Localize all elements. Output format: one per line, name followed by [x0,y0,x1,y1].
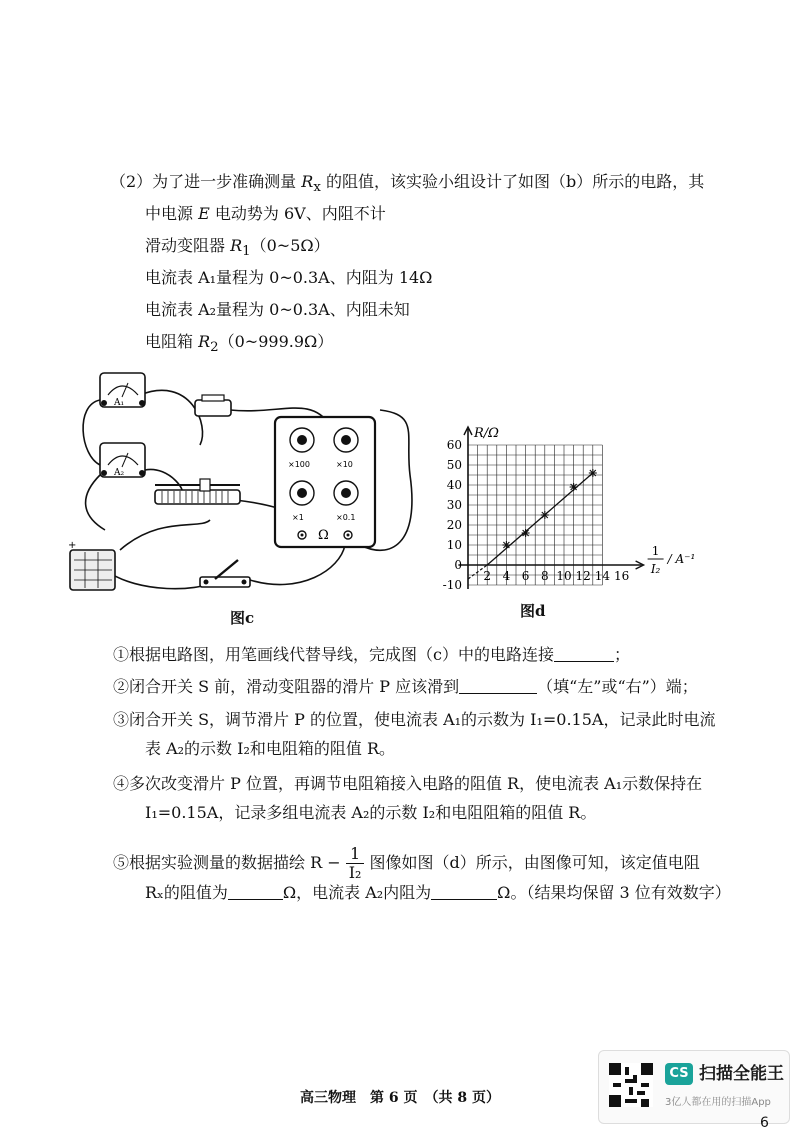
wire [140,390,203,445]
cs-logo: CS [665,1063,693,1085]
qr-code-icon [609,1063,653,1107]
brand-name: 扫描全能王 [699,1064,784,1084]
omega-label: Ω [318,528,329,543]
answer-blank-1[interactable] [554,645,614,662]
knob-label-0.1: ×0.1 [336,513,356,522]
question-line-4: 电流表 A₁量程为 0~0.3A、内阻为 14Ω [145,268,433,287]
item-3b: 表 A₂的示数 I₂和电阻箱的阻值 R。 [145,739,396,758]
fraction-inverse-i2 [346,845,365,882]
text: （2）为了进一步准确测量 [110,172,302,191]
text: 图像如图（d）所示，由图像可知，该定值电阻 [364,853,700,872]
knob-label-1: ×1 [292,513,304,522]
item-4b: I₁=0.15A，记录多组电流表 A₂的示数 I₂和电阻阻箱的阻值 R。 [145,803,597,822]
sub-2: 2 [210,340,219,356]
item-5b [145,883,731,903]
battery [68,540,115,590]
y-tick-label: 20 [446,518,462,532]
meter2-label: A₂ [114,468,125,478]
answer-blank-rx[interactable] [228,883,283,900]
x-tick-label: 2 [483,569,492,583]
svg-text:+: + [68,540,77,551]
data-point [541,511,549,519]
text: ； [613,645,630,664]
text: Ω。（结果均保留 3 位有效数字） [497,883,731,902]
x-label-unit: / A⁻¹ [667,552,696,566]
x-label-numerator: 1 [651,544,660,558]
text: 电阻箱 [145,332,199,351]
var-r: R [301,172,314,191]
x-label-denominator: I₂ [650,562,661,576]
y-tick-label: 40 [446,478,462,492]
item-3a: ③闭合开关 S，调节滑片 P 的位置，使电流表 A₁的示数为 I₁=0.15A，记录此时电流 [113,710,716,729]
data-point [522,529,530,537]
var-r1: R [230,236,243,255]
wire [120,520,210,550]
resistance-box [275,417,375,547]
wire [86,475,105,530]
circuit-diagram [60,355,430,605]
x-tick-label: 6 [521,569,530,583]
page-footer: 高三物理 第 6 页 （共 8 页） [300,1090,500,1106]
text: 中电源 [145,204,199,223]
y-tick-label: 60 [446,438,462,452]
text: ②闭合开关 S 前，滑动变阻器的滑片 P 应该滑到 [113,677,460,696]
wire [83,400,100,465]
knob-label-10: ×10 [336,460,353,469]
data-point [570,483,578,491]
y-tick-label: 50 [446,458,462,472]
frac-den: I₂ [348,863,362,882]
sliding-rheostat [155,479,240,504]
y-tick-label: 30 [446,498,462,512]
x-tick-label: 14 [594,569,611,583]
frac-num: 1 [346,845,365,864]
x-tick-label: 12 [575,569,591,583]
switch [200,560,250,587]
text: Ω，电流表 A₂内阻为 [282,883,432,902]
text: ①根据电路图，用笔画线代替导线，完成图（c）中的电路连接 [113,645,554,664]
x-tick-label: 4 [502,569,511,583]
ammeter-a2 [100,443,145,478]
data-point [502,541,510,549]
r-vs-inverse-i2-graph [420,405,710,605]
scanner-badge [598,1050,790,1124]
knob-label-100: ×100 [288,460,310,469]
text: 滑动变阻器 [145,236,231,255]
text: 的阻值，该实验小组设计了如图（b）所示的电路，其 [320,172,705,191]
page-number: 6 [760,1115,769,1131]
x-tick-label: 10 [556,569,572,583]
question-line-3 [145,236,330,262]
text: （0~999.9Ω） [218,332,334,351]
item-1 [113,645,630,665]
wire [250,545,345,585]
sub-1: 1 [242,244,251,260]
y-tick-label: 0 [454,558,462,572]
question-line-5: 电流表 A₂量程为 0~0.3A、内阻未知 [145,300,410,319]
ammeter-a1 [100,373,145,408]
var-e: E [198,204,210,223]
question-line-2 [145,204,386,224]
var-r2: R [198,332,211,351]
data-point [589,469,597,477]
text: 电动势为 6V、内阻不计 [209,204,386,223]
item-2 [113,677,698,697]
item-4a: ④多次改变滑片 P 位置，再调节电阻箱接入电路的阻值 R，使电流表 A₁示数保持在 [113,774,703,793]
question-line-1 [110,172,704,198]
item-5a [113,843,700,883]
wire [105,570,210,589]
text: （0~5Ω） [250,236,330,255]
fixed-resistor [195,395,231,416]
x-tick-label: 8 [540,569,549,583]
y-tick-label: -10 [442,578,462,592]
x-tick-label: 16 [613,569,630,583]
answer-blank-ra2[interactable] [431,883,497,900]
brand-tagline: 3亿人都在用的扫描App [665,1097,771,1108]
y-tick-label: 10 [446,538,462,552]
sub-x: x [313,180,321,196]
y-axis-label: R/Ω [474,426,499,441]
meter1-label: A₁ [114,398,125,408]
graph-caption: 图d [520,602,546,620]
text: ⑤根据实验测量的数据描绘 R − [113,853,341,872]
text: Rₓ的阻值为 [145,883,228,902]
circuit-caption: 图c [230,609,255,627]
answer-blank-2[interactable] [459,677,537,694]
text: （填“左”或“右”）端； [537,677,698,696]
